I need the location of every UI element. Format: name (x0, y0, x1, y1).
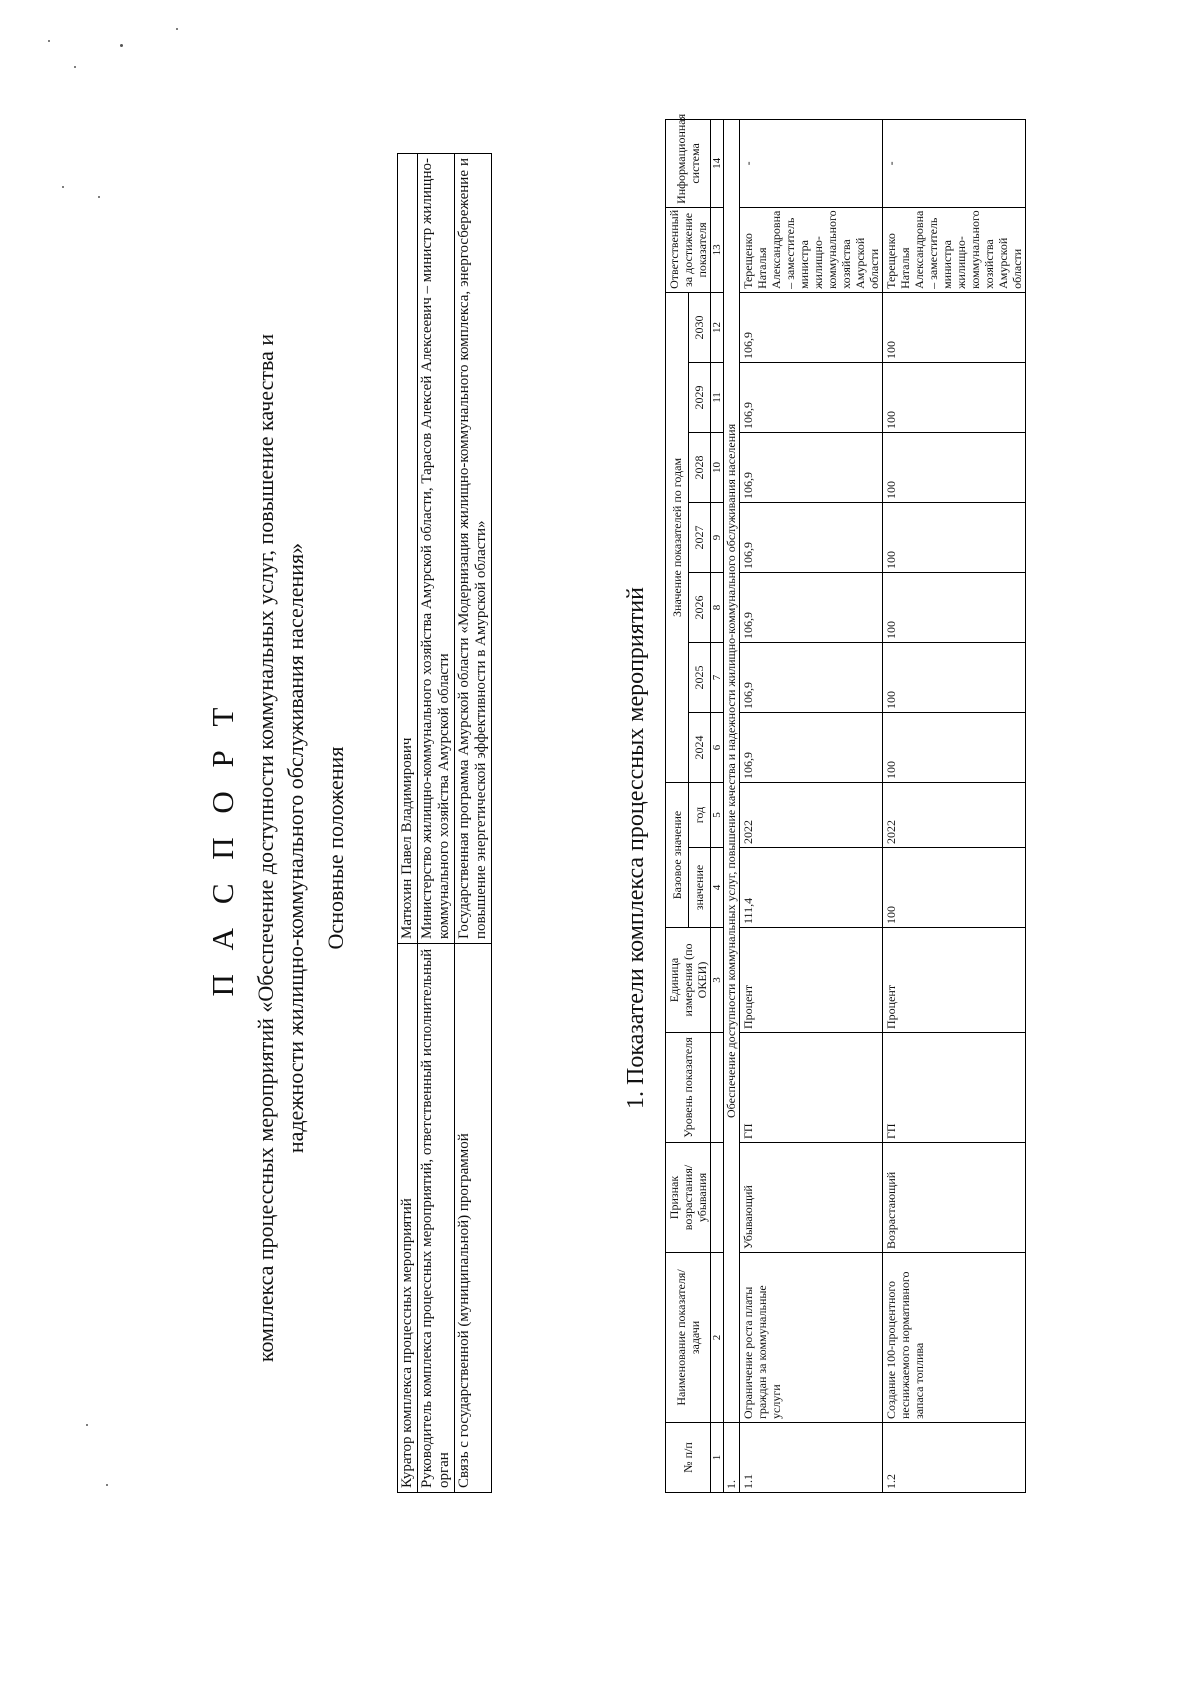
program-link-value: Государственная программа Амурской области «Модернизация жилищно-коммунального комплекса, энергосбережение и повышение энергетической эффективности в Амурской области» (455, 154, 492, 944)
system-cell: - (883, 119, 1026, 207)
indicator-name: Создание 100-процентного неснижаемого нормативного запаса топлива (883, 1253, 1026, 1423)
column-number: 1 (711, 1423, 724, 1493)
column-number: 2 (711, 1253, 724, 1423)
column-number: 8 (711, 572, 724, 642)
subtitle-line: комплекса процессных мероприятий «Обеспечение доступности коммунальных услуг, повышение качества и (253, 333, 278, 1363)
column-number: 14 (711, 119, 724, 207)
column-number: 3 (711, 928, 724, 1033)
year-value-cell: 106,9 (740, 572, 883, 642)
header-responsible: Ответственный за достижение показателя (666, 207, 711, 292)
column-number: 12 (711, 292, 724, 362)
curator-value: Матюхин Павел Владимирович (398, 154, 418, 944)
header-base-year: год (688, 782, 711, 847)
year-value-cell: 106,9 (740, 642, 883, 712)
curator-label: Куратор комплекса процессных мероприятий (398, 944, 418, 1493)
header-year: 2025 (688, 642, 711, 712)
table-row (418, 154, 455, 1493)
document-title: П А С П О Р Т (205, 699, 240, 997)
header-level: Уровень показателя (666, 1033, 711, 1143)
header-year: 2028 (688, 432, 711, 502)
indicators-heading: 1. Показатели комплекса процессных мероприятий (623, 587, 649, 1110)
table-row (740, 119, 883, 1492)
unit-cell: Процент (883, 928, 1026, 1033)
head-value: Министерство жилищно-коммунального хозяйства Амурской области, Тарасов Алексей Алексеевич – министр жилищно-коммунального хозяйства Амурской области (418, 154, 455, 944)
scan-speck (62, 186, 64, 188)
unit-cell: Процент (740, 928, 883, 1033)
level-cell: ГП (740, 1033, 883, 1143)
task-text: Обеспечение доступности коммунальных услуг, повышение качества и надежности жилищно-коммунального обслуживания населения (724, 119, 740, 1422)
head-label: Руководитель комплекса процессных мероприятий, ответственный исполнительный орган (418, 944, 455, 1493)
column-number-row (711, 119, 724, 1492)
header-num: № п/п (666, 1423, 711, 1493)
year-value-cell: 106,9 (740, 292, 883, 362)
base-year-cell: 2022 (740, 782, 883, 847)
year-value-cell: 100 (883, 712, 1026, 782)
scan-speck (176, 28, 178, 30)
year-value-cell: 106,9 (740, 712, 883, 782)
trend-cell: Убывающий (740, 1143, 883, 1253)
header-system: Информационная система (666, 119, 711, 207)
column-number: 7 (711, 642, 724, 712)
year-value-cell: 100 (883, 362, 1026, 432)
column-number: 4 (711, 848, 724, 928)
row-num: 1.1 (740, 1423, 883, 1493)
year-value-cell: 100 (883, 572, 1026, 642)
column-number (711, 1033, 724, 1143)
year-value-cell: 106,9 (740, 362, 883, 432)
header-year: 2030 (688, 292, 711, 362)
basic-provisions-heading: Основные положения (323, 746, 348, 950)
system-cell: - (740, 119, 883, 207)
column-number: 5 (711, 782, 724, 847)
header-year: 2027 (688, 502, 711, 572)
year-value-cell: 100 (883, 502, 1026, 572)
program-link-label: Связь с государственной (муниципальной) программой (455, 944, 492, 1493)
responsible-cell: Терещенко Наталья Александровна – заместитель министра жилищно-коммунального хозяйства Амурской области (883, 207, 1026, 292)
column-number: 11 (711, 362, 724, 432)
header-base-value: значение (688, 848, 711, 928)
column-number: 6 (711, 712, 724, 782)
base-year-cell: 2022 (883, 782, 1026, 847)
header-base: Базовое значение (666, 782, 689, 927)
scan-speck (120, 44, 123, 47)
year-value-cell: 100 (883, 292, 1026, 362)
subtitle-line: надежности жилищно-коммунального обслуживания населения» (283, 542, 308, 1154)
header-year: 2024 (688, 712, 711, 782)
column-number: 10 (711, 432, 724, 502)
header-unit: Единица измерения (по ОКЕИ) (666, 928, 711, 1033)
document-subtitle (251, 48, 311, 1648)
basic-provisions-table (397, 153, 492, 1493)
column-number: 13 (711, 207, 724, 292)
row-num: 1.2 (883, 1423, 1026, 1493)
task-row (724, 119, 740, 1492)
base-value-cell: 100 (883, 848, 1026, 928)
column-number (711, 1143, 724, 1253)
table-row (455, 154, 492, 1493)
header-values-by-year: Значение показателей по годам (666, 292, 689, 782)
header-name: Наименование показателя/ задачи (666, 1253, 711, 1423)
document-sheet (75, 48, 1125, 1648)
table-row (883, 119, 1026, 1492)
responsible-cell: Терещенко Наталья Александровна – заместитель министра жилищно-коммунального хозяйства Амурской области (740, 207, 883, 292)
level-cell: ГП (883, 1033, 1026, 1143)
table-header-row (666, 119, 689, 1492)
header-year: 2026 (688, 572, 711, 642)
year-value-cell: 106,9 (740, 502, 883, 572)
year-value-cell: 100 (883, 642, 1026, 712)
header-trend: Признак возрастания/ убывания (666, 1143, 711, 1253)
year-value-cell: 100 (883, 432, 1026, 502)
header-year: 2029 (688, 362, 711, 432)
column-number: 9 (711, 502, 724, 572)
trend-cell: Возрастающий (883, 1143, 1026, 1253)
year-value-cell: 106,9 (740, 432, 883, 502)
indicator-name: Ограничение роста платы граждан за коммунальные услуги (740, 1253, 883, 1423)
indicators-table (665, 113, 1026, 1493)
scan-speck (48, 40, 50, 42)
table-row (398, 154, 418, 1493)
task-num: 1. (724, 1423, 740, 1493)
base-value-cell: 111,4 (740, 848, 883, 928)
